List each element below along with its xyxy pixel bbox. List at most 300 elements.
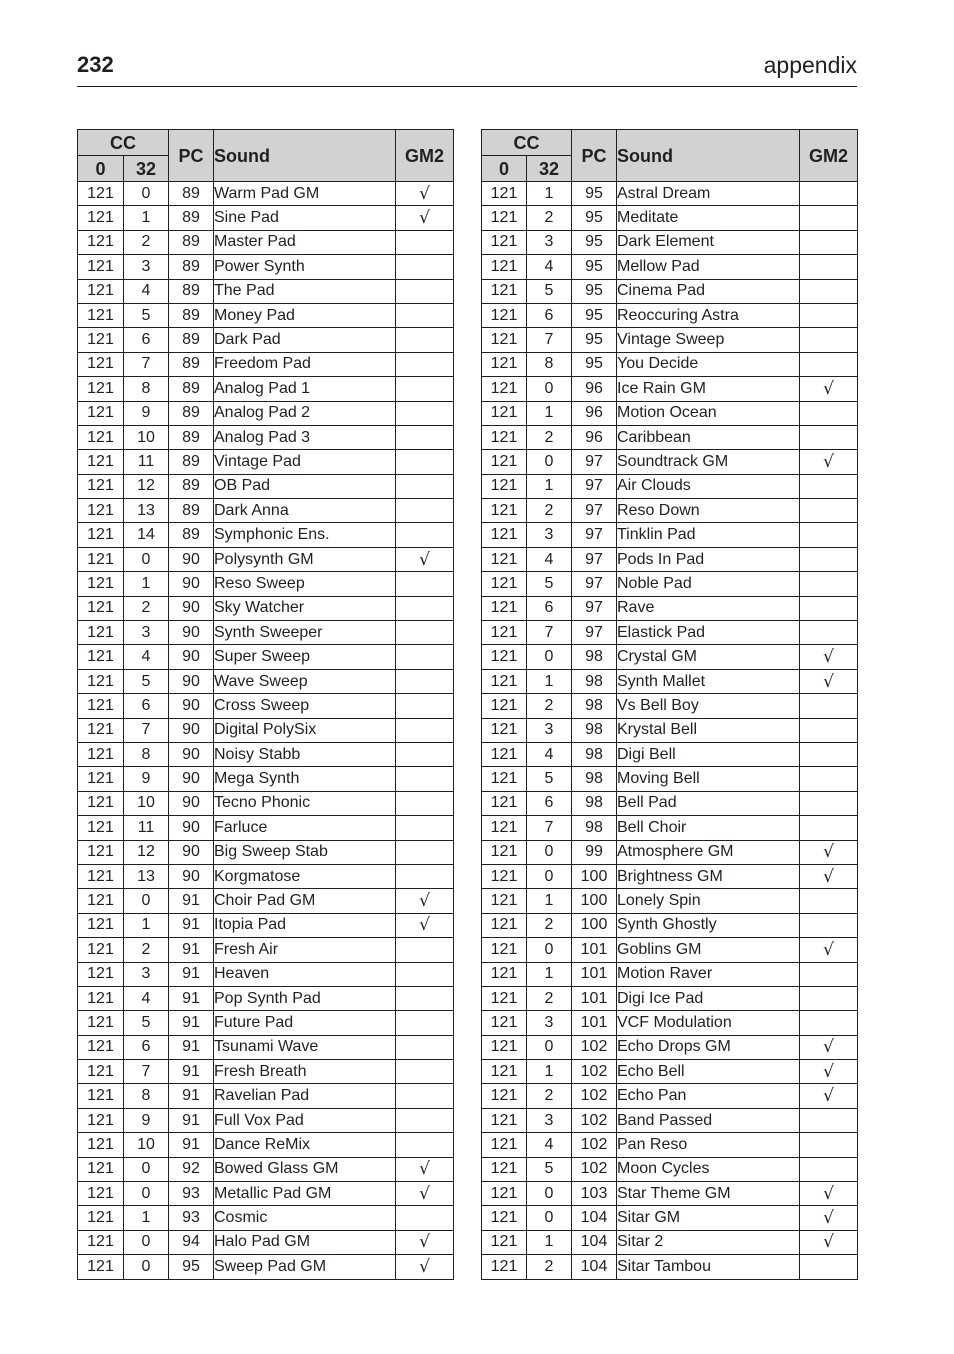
cell-cc32: 2 (527, 694, 572, 718)
cell-pc: 97 (572, 596, 617, 620)
cell-gm2: √ (396, 547, 454, 571)
table-row (482, 742, 858, 766)
cell-cc0: 121 (78, 255, 124, 279)
cell-gm2 (800, 352, 858, 376)
cell-pc: 91 (169, 1035, 214, 1059)
cell-cc0: 121 (482, 938, 527, 962)
cell-cc32: 10 (124, 425, 169, 449)
cell-pc: 101 (572, 1011, 617, 1035)
cell-pc: 90 (169, 767, 214, 791)
cell-cc0: 121 (482, 572, 527, 596)
cell-cc0: 121 (78, 230, 124, 254)
cell-gm2 (800, 255, 858, 279)
cell-sound: Cinema Pad (617, 279, 800, 303)
table-row (78, 694, 454, 718)
col-header-sound: Sound (214, 130, 396, 182)
cell-gm2 (800, 1255, 858, 1279)
table-row (78, 645, 454, 669)
sound-table-right (481, 129, 858, 1280)
table-row (482, 572, 858, 596)
cell-pc: 89 (169, 255, 214, 279)
table-row (482, 840, 858, 864)
table-row (78, 791, 454, 815)
cell-sound: Money Pad (214, 303, 396, 327)
cell-cc0: 121 (78, 840, 124, 864)
cell-pc: 96 (572, 377, 617, 401)
cell-cc32: 0 (124, 182, 169, 206)
cell-sound: Super Sweep (214, 645, 396, 669)
cell-pc: 90 (169, 718, 214, 742)
cell-cc32: 1 (527, 962, 572, 986)
cell-cc0: 121 (78, 425, 124, 449)
cell-cc0: 121 (78, 1230, 124, 1254)
cell-pc: 91 (169, 1060, 214, 1084)
cell-cc32: 1 (527, 889, 572, 913)
cell-cc32: 6 (124, 694, 169, 718)
cell-gm2 (396, 816, 454, 840)
table-row (78, 523, 454, 547)
table-row (482, 791, 858, 815)
cell-cc32: 1 (124, 913, 169, 937)
cell-cc0: 121 (482, 303, 527, 327)
cell-gm2 (396, 425, 454, 449)
cell-gm2 (396, 718, 454, 742)
cell-cc0: 121 (482, 377, 527, 401)
table-row (78, 938, 454, 962)
cell-sound: Caribbean (617, 425, 800, 449)
cell-cc32: 13 (124, 864, 169, 888)
table-row (482, 523, 858, 547)
cell-sound: Air Clouds (617, 474, 800, 498)
cell-gm2 (800, 572, 858, 596)
cell-cc0: 121 (78, 328, 124, 352)
cell-pc: 97 (572, 523, 617, 547)
cell-cc32: 8 (124, 377, 169, 401)
cell-gm2 (800, 596, 858, 620)
cell-pc: 89 (169, 182, 214, 206)
cell-pc: 90 (169, 645, 214, 669)
cell-cc0: 121 (78, 1133, 124, 1157)
cell-cc0: 121 (78, 1011, 124, 1035)
cell-sound: Tecno Phonic (214, 791, 396, 815)
col-header-gm2: GM2 (800, 130, 858, 182)
header-rule (77, 86, 857, 87)
cell-cc32: 3 (527, 230, 572, 254)
cell-sound: Krystal Bell (617, 718, 800, 742)
cell-sound: Warm Pad GM (214, 182, 396, 206)
cell-pc: 98 (572, 791, 617, 815)
table-row (482, 1108, 858, 1132)
cell-sound: Meditate (617, 206, 800, 230)
table-row (78, 986, 454, 1010)
cell-gm2: √ (800, 840, 858, 864)
cell-pc: 95 (572, 328, 617, 352)
page-number: 232 (77, 52, 114, 77)
cell-gm2 (396, 938, 454, 962)
cell-pc: 91 (169, 1011, 214, 1035)
cell-cc0: 121 (78, 474, 124, 498)
cell-pc: 104 (572, 1230, 617, 1254)
table-row (78, 499, 454, 523)
table-row (482, 425, 858, 449)
cell-cc32: 0 (527, 645, 572, 669)
cell-pc: 98 (572, 645, 617, 669)
cell-cc32: 1 (527, 1230, 572, 1254)
cell-pc: 90 (169, 816, 214, 840)
cell-sound: Tsunami Wave (214, 1035, 396, 1059)
cell-gm2 (800, 328, 858, 352)
cell-cc0: 121 (482, 1084, 527, 1108)
cell-cc32: 0 (527, 938, 572, 962)
cell-cc0: 121 (482, 1060, 527, 1084)
cell-cc0: 121 (482, 913, 527, 937)
cell-gm2: √ (396, 182, 454, 206)
table-row (482, 596, 858, 620)
cell-cc32: 0 (527, 450, 572, 474)
cell-gm2 (396, 255, 454, 279)
cell-cc32: 8 (527, 352, 572, 376)
cell-sound: Ice Rain GM (617, 377, 800, 401)
cell-sound: Digi Ice Pad (617, 986, 800, 1010)
cell-cc0: 121 (482, 279, 527, 303)
table-row (482, 694, 858, 718)
col-header-sound: Sound (617, 130, 800, 182)
cell-sound: Synth Sweeper (214, 621, 396, 645)
cell-gm2: √ (396, 1182, 454, 1206)
cell-cc32: 5 (527, 279, 572, 303)
cell-cc0: 121 (78, 742, 124, 766)
cell-gm2: √ (800, 1084, 858, 1108)
cell-gm2 (396, 669, 454, 693)
table-row (482, 255, 858, 279)
cell-pc: 100 (572, 913, 617, 937)
col-header-pc: PC (572, 130, 617, 182)
cell-sound: Atmosphere GM (617, 840, 800, 864)
cell-sound: Vintage Pad (214, 450, 396, 474)
cell-sound: Lonely Spin (617, 889, 800, 913)
table-row (482, 1060, 858, 1084)
cell-cc32: 12 (124, 840, 169, 864)
cell-sound: Pop Synth Pad (214, 986, 396, 1010)
cell-cc0: 121 (78, 767, 124, 791)
cell-sound: Big Sweep Stab (214, 840, 396, 864)
cell-cc0: 121 (78, 962, 124, 986)
cell-pc: 96 (572, 401, 617, 425)
cell-pc: 98 (572, 694, 617, 718)
cell-cc0: 121 (482, 523, 527, 547)
cell-cc0: 121 (482, 840, 527, 864)
cell-pc: 89 (169, 450, 214, 474)
cell-pc: 91 (169, 1133, 214, 1157)
cell-cc0: 121 (482, 621, 527, 645)
cell-gm2 (396, 230, 454, 254)
table-row (482, 499, 858, 523)
cell-cc32: 0 (527, 1182, 572, 1206)
cell-gm2 (800, 913, 858, 937)
cell-pc: 89 (169, 352, 214, 376)
cell-pc: 97 (572, 572, 617, 596)
table-row (482, 962, 858, 986)
cell-pc: 102 (572, 1035, 617, 1059)
table-row (482, 986, 858, 1010)
cell-gm2: √ (396, 1157, 454, 1181)
cell-cc32: 12 (124, 474, 169, 498)
cell-cc0: 121 (78, 718, 124, 742)
cell-cc32: 2 (527, 986, 572, 1010)
cell-gm2 (396, 328, 454, 352)
cell-sound: Fresh Air (214, 938, 396, 962)
cell-cc32: 0 (527, 377, 572, 401)
cell-sound: Polysynth GM (214, 547, 396, 571)
cell-pc: 103 (572, 1182, 617, 1206)
cell-gm2 (396, 791, 454, 815)
table-row (78, 1035, 454, 1059)
cell-cc0: 121 (78, 352, 124, 376)
cell-sound: Itopia Pad (214, 913, 396, 937)
table-row (78, 864, 454, 888)
cell-sound: Star Theme GM (617, 1182, 800, 1206)
table-row (482, 913, 858, 937)
table-row (78, 669, 454, 693)
cell-cc0: 121 (78, 499, 124, 523)
cell-sound: Pods In Pad (617, 547, 800, 571)
cell-cc0: 121 (482, 767, 527, 791)
table-row (482, 450, 858, 474)
cell-sound: Dark Element (617, 230, 800, 254)
cell-cc32: 4 (124, 279, 169, 303)
cell-gm2: √ (800, 1230, 858, 1254)
cell-cc32: 6 (124, 328, 169, 352)
cell-sound: Noble Pad (617, 572, 800, 596)
cell-cc32: 6 (527, 791, 572, 815)
table-row (78, 303, 454, 327)
cell-cc0: 121 (482, 230, 527, 254)
cell-sound: Cosmic (214, 1206, 396, 1230)
cell-gm2 (800, 499, 858, 523)
cell-sound: Analog Pad 3 (214, 425, 396, 449)
cell-sound: Heaven (214, 962, 396, 986)
cell-pc: 96 (572, 425, 617, 449)
table-row (482, 1206, 858, 1230)
table-body-left (78, 182, 454, 1280)
cell-pc: 90 (169, 669, 214, 693)
cell-gm2 (396, 986, 454, 1010)
cell-gm2 (800, 547, 858, 571)
cell-cc0: 121 (482, 1011, 527, 1035)
cell-pc: 91 (169, 1108, 214, 1132)
table-row (482, 718, 858, 742)
cell-sound: Crystal GM (617, 645, 800, 669)
cell-cc0: 121 (482, 889, 527, 913)
cell-gm2 (396, 742, 454, 766)
table-row (78, 474, 454, 498)
cell-sound: Analog Pad 2 (214, 401, 396, 425)
cell-gm2 (396, 1035, 454, 1059)
cell-cc32: 11 (124, 816, 169, 840)
cell-gm2 (800, 742, 858, 766)
cell-cc32: 6 (527, 596, 572, 620)
cell-cc32: 5 (124, 669, 169, 693)
table-row (482, 767, 858, 791)
table-body-right (482, 182, 858, 1280)
cell-cc0: 121 (78, 986, 124, 1010)
cell-cc0: 121 (482, 1182, 527, 1206)
table-row (78, 962, 454, 986)
table-row (482, 547, 858, 571)
cell-cc0: 121 (482, 962, 527, 986)
cell-cc32: 2 (527, 1255, 572, 1279)
cell-pc: 89 (169, 523, 214, 547)
col-header-cc-0: 0 (482, 156, 527, 182)
cell-pc: 89 (169, 499, 214, 523)
cell-sound: Wave Sweep (214, 669, 396, 693)
cell-sound: Bell Choir (617, 816, 800, 840)
cell-sound: Reso Sweep (214, 572, 396, 596)
cell-cc0: 121 (482, 645, 527, 669)
cell-sound: OB Pad (214, 474, 396, 498)
cell-gm2 (800, 523, 858, 547)
cell-cc0: 121 (482, 1206, 527, 1230)
table-row (482, 1255, 858, 1279)
cell-sound: Sky Watcher (214, 596, 396, 620)
cell-sound: Sitar 2 (617, 1230, 800, 1254)
cell-pc: 102 (572, 1108, 617, 1132)
cell-gm2: √ (800, 1060, 858, 1084)
cell-sound: The Pad (214, 279, 396, 303)
cell-gm2 (800, 962, 858, 986)
cell-cc0: 121 (78, 791, 124, 815)
table-row (482, 352, 858, 376)
cell-gm2 (396, 1084, 454, 1108)
cell-pc: 97 (572, 499, 617, 523)
cell-cc0: 121 (482, 182, 527, 206)
cell-cc0: 121 (78, 377, 124, 401)
cell-cc32: 7 (527, 328, 572, 352)
cell-cc0: 121 (482, 206, 527, 230)
table-row (482, 621, 858, 645)
table-row (78, 377, 454, 401)
cell-sound: Full Vox Pad (214, 1108, 396, 1132)
cell-sound: Noisy Stabb (214, 742, 396, 766)
col-header-gm2: GM2 (396, 130, 454, 182)
cell-gm2 (396, 840, 454, 864)
cell-pc: 99 (572, 840, 617, 864)
cell-cc32: 0 (527, 840, 572, 864)
cell-gm2 (396, 1011, 454, 1035)
cell-gm2 (396, 572, 454, 596)
cell-pc: 98 (572, 767, 617, 791)
cell-cc0: 121 (482, 328, 527, 352)
cell-cc32: 4 (124, 645, 169, 669)
cell-cc0: 121 (482, 986, 527, 1010)
cell-sound: Soundtrack GM (617, 450, 800, 474)
table-row (482, 1157, 858, 1181)
cell-cc32: 0 (124, 1230, 169, 1254)
cell-gm2 (800, 1011, 858, 1035)
cell-sound: Dance ReMix (214, 1133, 396, 1157)
cell-cc32: 7 (124, 352, 169, 376)
cell-gm2 (800, 425, 858, 449)
cell-cc0: 121 (482, 1133, 527, 1157)
cell-gm2 (396, 694, 454, 718)
cell-gm2 (800, 621, 858, 645)
cell-cc0: 121 (482, 474, 527, 498)
cell-cc0: 121 (78, 889, 124, 913)
cell-cc0: 121 (78, 1108, 124, 1132)
cell-pc: 91 (169, 1084, 214, 1108)
cell-pc: 97 (572, 547, 617, 571)
cell-gm2 (800, 718, 858, 742)
cell-gm2 (396, 377, 454, 401)
table-row (482, 816, 858, 840)
table-row (482, 303, 858, 327)
table-row (78, 279, 454, 303)
cell-cc0: 121 (78, 816, 124, 840)
cell-cc0: 121 (78, 938, 124, 962)
cell-gm2 (396, 303, 454, 327)
cell-sound: Astral Dream (617, 182, 800, 206)
cell-cc32: 4 (527, 547, 572, 571)
col-header-cc-0: 0 (78, 156, 124, 182)
table-row (78, 1108, 454, 1132)
cell-cc0: 121 (78, 864, 124, 888)
table-row (78, 255, 454, 279)
cell-sound: Motion Ocean (617, 401, 800, 425)
cell-pc: 95 (572, 206, 617, 230)
cell-gm2 (800, 279, 858, 303)
cell-pc: 89 (169, 401, 214, 425)
cell-cc32: 0 (124, 1157, 169, 1181)
cell-sound: Echo Drops GM (617, 1035, 800, 1059)
cell-cc32: 2 (124, 596, 169, 620)
cell-cc32: 2 (124, 938, 169, 962)
table-row (482, 889, 858, 913)
table-row (78, 230, 454, 254)
table-row (78, 182, 454, 206)
col-header-cc: CC (78, 130, 169, 156)
cell-sound: Digital PolySix (214, 718, 396, 742)
cell-cc32: 0 (527, 1035, 572, 1059)
cell-cc32: 2 (124, 230, 169, 254)
table-row (482, 938, 858, 962)
cell-pc: 95 (572, 255, 617, 279)
cell-gm2: √ (396, 913, 454, 937)
cell-pc: 95 (169, 1255, 214, 1279)
cell-cc32: 0 (124, 889, 169, 913)
cell-sound: Pan Reso (617, 1133, 800, 1157)
cell-pc: 100 (572, 864, 617, 888)
table-row (482, 401, 858, 425)
cell-cc32: 8 (124, 1084, 169, 1108)
cell-sound: Vintage Sweep (617, 328, 800, 352)
cell-sound: Dark Pad (214, 328, 396, 352)
cell-pc: 102 (572, 1157, 617, 1181)
cell-cc0: 121 (482, 255, 527, 279)
cell-gm2 (396, 621, 454, 645)
cell-pc: 90 (169, 840, 214, 864)
cell-sound: Synth Ghostly (617, 913, 800, 937)
table-row (482, 1084, 858, 1108)
cell-sound: Sine Pad (214, 206, 396, 230)
cell-gm2 (800, 986, 858, 1010)
cell-gm2 (396, 401, 454, 425)
table-row (78, 889, 454, 913)
cell-gm2 (396, 1108, 454, 1132)
cell-sound: Fresh Breath (214, 1060, 396, 1084)
cell-sound: Rave (617, 596, 800, 620)
cell-cc0: 121 (78, 621, 124, 645)
cell-sound: Freedom Pad (214, 352, 396, 376)
